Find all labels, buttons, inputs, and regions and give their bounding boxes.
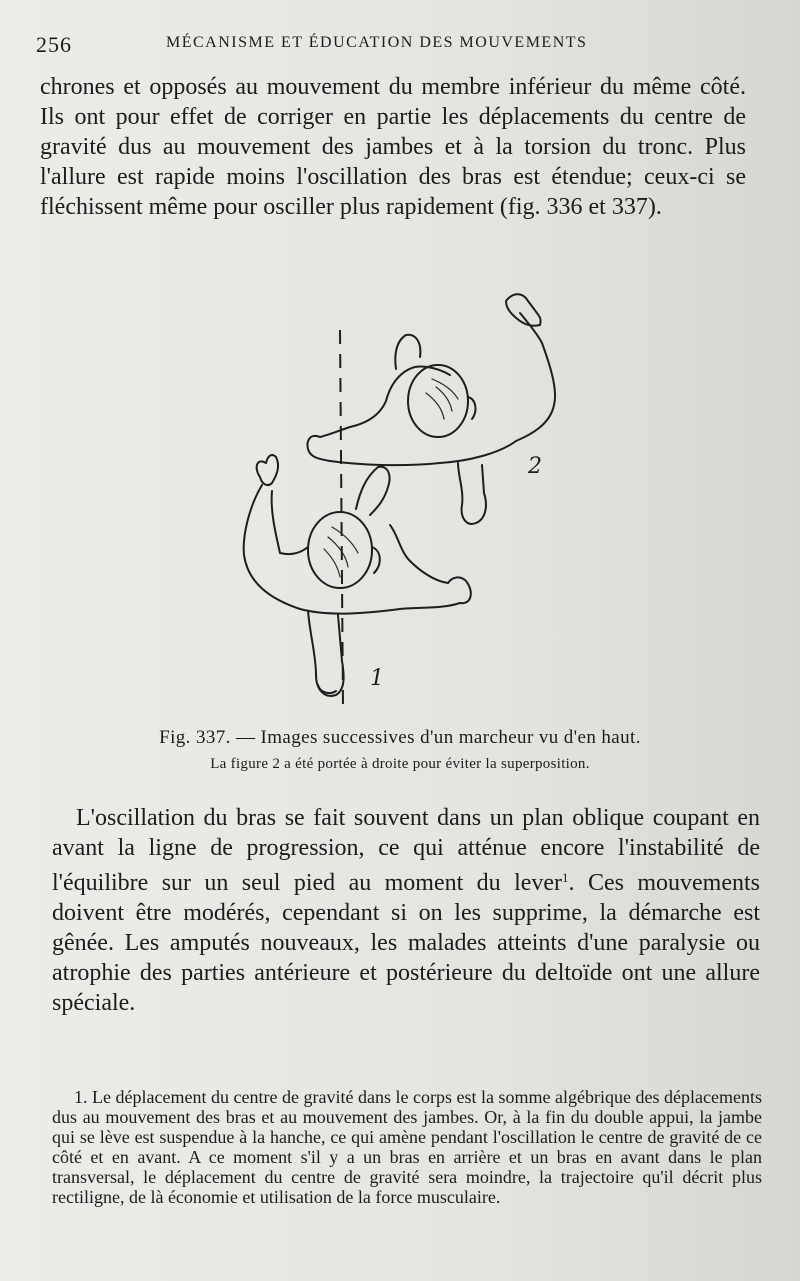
figure-subcaption: La figure 2 a été portée à droite pour éviter la superposition. <box>210 756 590 772</box>
body-paragraph-1: chrones et opposés au mouvement du membre inférieur du même côté. Ils ont pour effet de corriger en partie les déplacements du centre de gravité dus au mouvement des jambes et à la torsion du tronc. Plus l'allure est rapide moins l'oscillation des bras est étendue; ceux-ci se fléchissent même pour osciller plus rapidement (fig. 336 et 337). <box>40 74 746 220</box>
page-header <box>36 30 740 60</box>
footnote: 1. Le déplacement du centre de gravité dans le corps est la somme algébrique des déplacements dus au mouvement des bras et au mouvement des jambes. Or, à la fin du double appui, la jambe qui se lève est suspendue à la hanche, ce qui amène pendant l'oscillation le centre de gravité de ce côté et en avant. A ce moment s'il y a un bras en arrière et un bras en avant dans le plan transversal, le déplacement du centre de gravité sera moindre, la trajectoire qu'il décrit plus rectiligne, de là économie et utilisation de la force musculaire. <box>52 1087 762 1207</box>
figure-label-2: 2 <box>528 454 542 479</box>
walker-illustration <box>220 265 580 725</box>
paragraph-2-rest: . Ces mouvements doivent être modérés, cependant si on les supprime, la démarche est gênée. Les amputés nouveaux, les malades atteints d'une paralysie ou atrophie des parties antérieure et postérieure du deltoïde ont une allure spéciale. <box>52 870 760 1016</box>
body-paragraph-2 <box>52 803 760 1018</box>
figure-337 <box>220 265 580 725</box>
head-2 <box>408 365 468 437</box>
running-head: MÉCANISME ET ÉDUCATION DES MOUVEMENTS <box>166 34 588 51</box>
paragraph-2-text: L'oscillation du bras se fait souvent dans un plan oblique coupant en avant la ligne de progression, ce qui atténue encore l'instabilité de l'équilibre sur un seul pied au moment du lever <box>52 805 760 896</box>
figure-caption: Fig. 337. — Images successives d'un marcheur vu d'en haut. <box>159 727 641 748</box>
page-number: 256 <box>36 32 72 57</box>
walker-figure-2 <box>308 294 556 524</box>
figure-label-1: 1 <box>370 666 384 691</box>
walker-figure-1 <box>244 455 471 696</box>
footnote-reference[interactable]: 1 <box>562 870 569 885</box>
